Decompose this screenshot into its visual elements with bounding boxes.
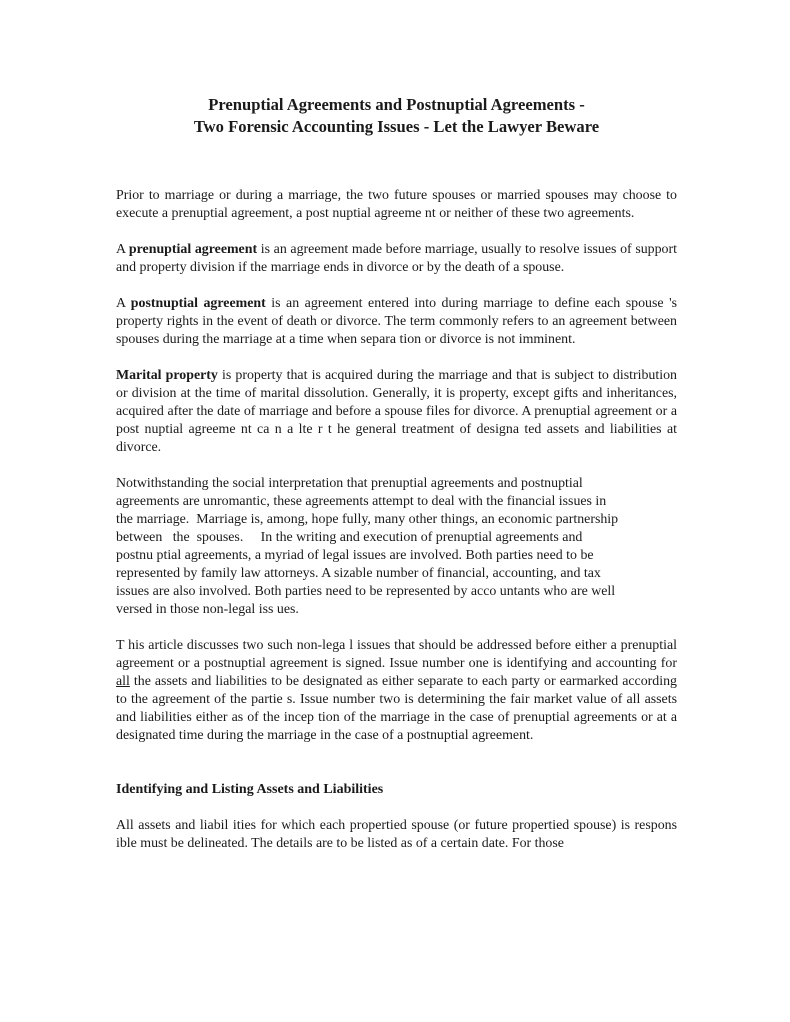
paragraph-marital-property [116,367,677,457]
text-line: Notwithstanding the social interpretation that prenuptial agreements and postnuptial [116,476,583,491]
marital-property-text: is property that is acquired during the marriage and that is subject to distribution or division at the time of marital dissolution. Generally, it is property, except gifts and inheritances, acquired after the date of marriage and before a spouse files for divorce. A prenuptial agreement or a post nuptial agreeme nt ca n a lte r t he general treatment of designa ted assets and liabilities at divorce. [116,368,677,455]
title-line-2: Two Forensic Accounting Issues - Let the Lawyer Beware [193,117,600,136]
postnuptial-text: is an agreement entered into during marriage to define each spouse 's property rights in the event of death or divorce. The term commonly refers to an agreement between spouses during the marriage at a time when separa tion or divorce is not imminent. [116,296,677,347]
text-line: the marriage. Marriage is, among, hope fully, many other things, an economic partnership [116,512,619,527]
paragraph-unromantic [116,475,677,619]
paragraph-assets-liabilities: All assets and liabil ities for which each propertied spouse (or future propertied spouse) is respons ible must be delineated. The details are to be listed as of a certain date. For those [116,818,677,851]
issues-text-after: the assets and liabilities to be designated as either separate to each party or earmarked according to the agreement of the partie s. Issue number two is determining the fair market value of all assets and liabilities either as of the incep tion of the marriage in the case of prenuptial agreements or at a designated time during the marriage in the case of a postnuptial agreement. [116,674,677,743]
text-line: issues are also involved. Both parties need to be represented by acco untants who are well [116,584,616,599]
text-line: agreements are unromantic, these agreements attempt to deal with the financial issues in [116,494,607,509]
paragraph-two-issues [116,637,677,745]
document-title [116,94,677,138]
issues-text-before: T his article discusses two such non-lega l issues that should be addressed before either a prenuptial agreement or a postnuptial agreement is signed. Issue number one is identifying and accounting for [116,638,677,671]
postnuptial-prefix: A [116,296,131,311]
paragraph-postnuptial-definition [116,295,677,349]
paragraph-prenuptial-definition [116,241,677,277]
section-heading: Identifying and Listing Assets and Liabilities [116,782,384,797]
text-line: versed in those non-legal iss ues. [116,602,299,617]
underlined-all: all [116,674,130,689]
document-page [116,94,677,853]
title-line-1: Prenuptial Agreements and Postnuptial Agreements - [208,95,585,114]
postnuptial-term: postnuptial agreement [130,296,266,311]
text-line: represented by family law attorneys. A sizable number of financial, accounting, and tax [116,566,601,581]
marital-property-term: Marital property [116,368,218,383]
prenuptial-prefix: A [116,242,129,257]
prenuptial-text: is an agreement made before marriage, usually to resolve issues of support and property division if the marriage ends in divorce or by the death of a spouse. [116,242,677,275]
prenuptial-term: prenuptial agreement [128,242,258,257]
text-line: between the spouses. In the writing and execution of prenuptial agreements and [116,530,583,545]
paragraph-intro: Prior to marriage or during a marriage, the two future spouses or married spouses may choose to execute a prenuptial agreement, a post nuptial agreeme nt or neither of these two agreements. [116,188,677,221]
text-line: postnu ptial agreements, a myriad of legal issues are involved. Both parties need to be [116,548,594,563]
